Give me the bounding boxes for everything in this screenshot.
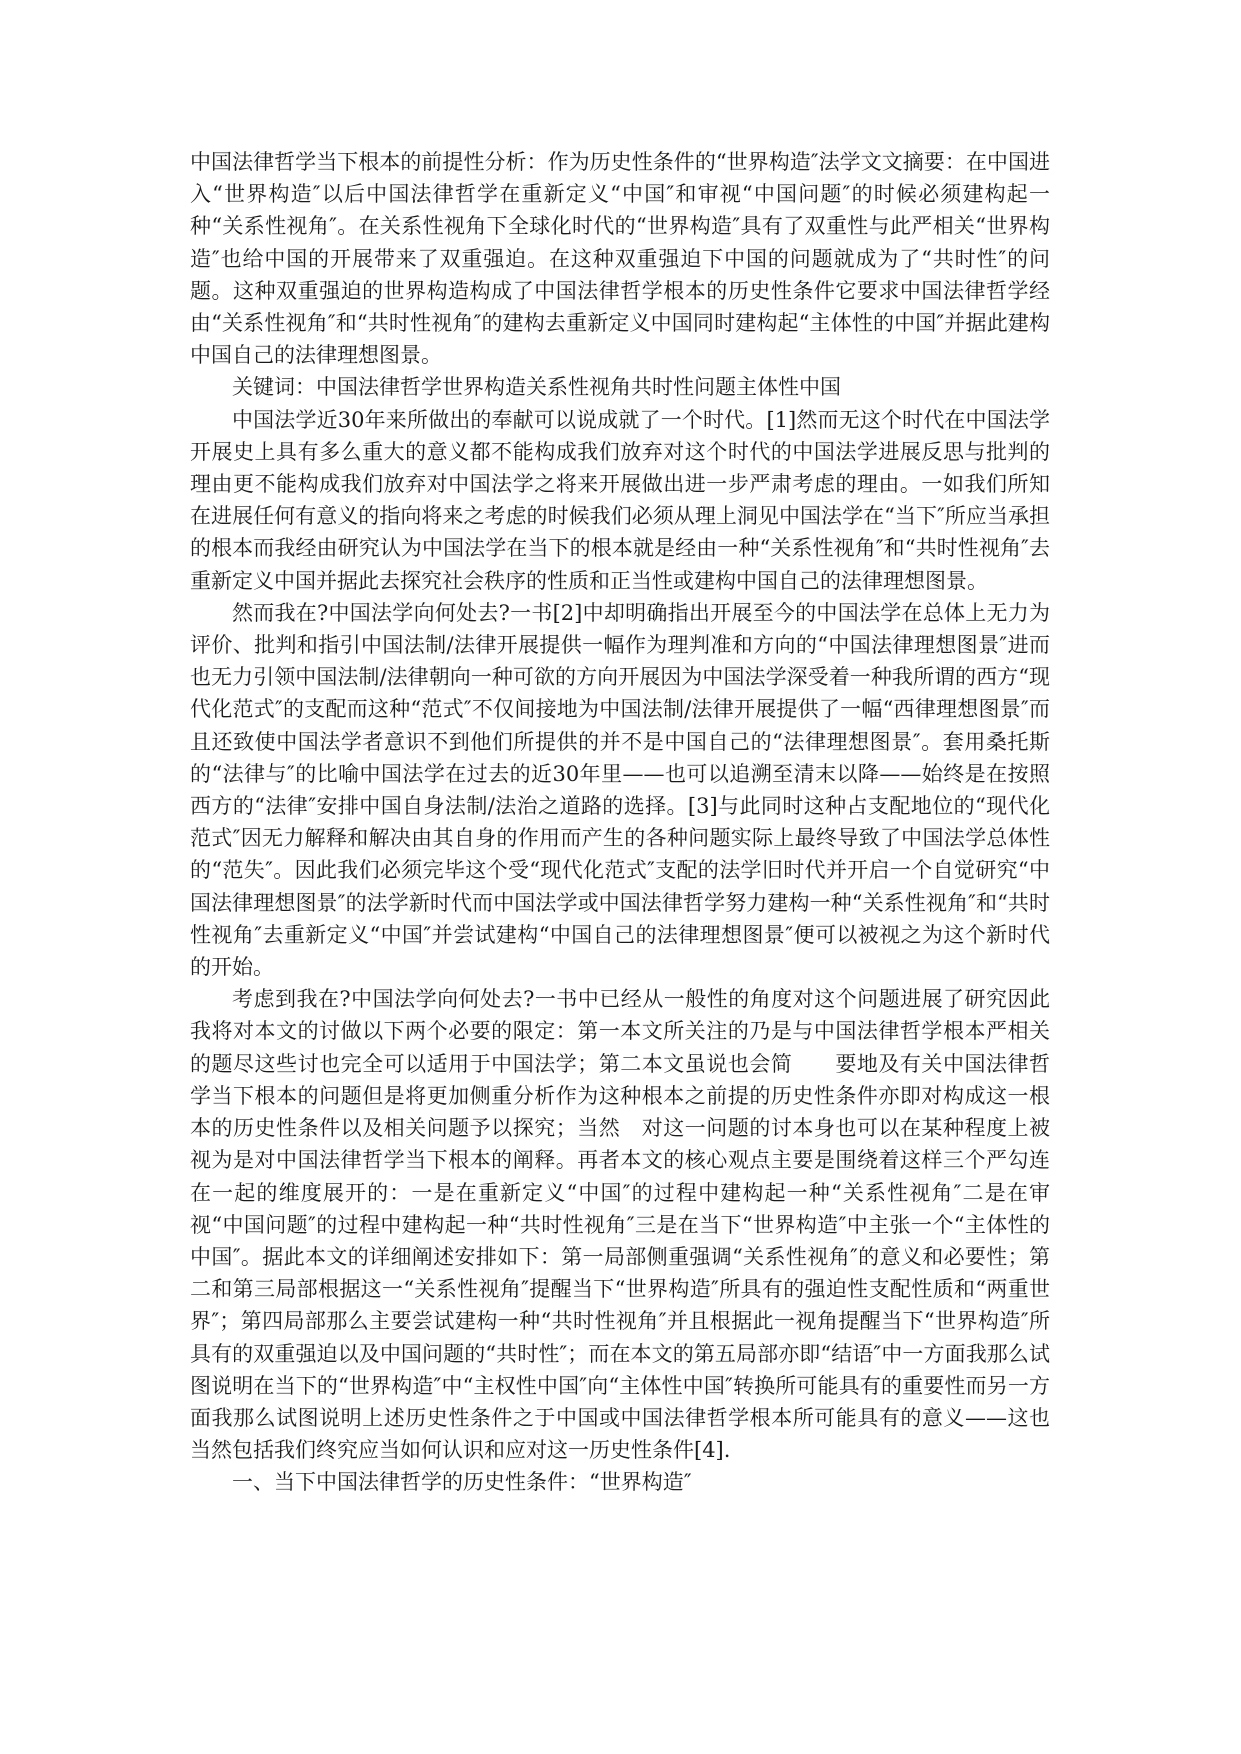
body-paragraph-3: 考虑到我在?中国法学向何处去?一书中已经从一般性的角度对这个问题进展了研究因此我将对本文的讨做以下两个必要的限定：第一本文所关注的乃是与中国法律哲学根本严相关的题尽这些讨也完全可以适用于中国法学；第二本文虽说也会简 要地及有关中国法律哲学当下根本的问题但是将更加侧重分析作为这种根本之前提的历史性条件亦即对构成这一根本的历史性条件以及相关问题予以探究；当然 对这一问题的讨本身也可以在某种程度上被视为是对中国法律哲学当下根本的阐释。再者本文的核心观点主要是围绕着这样三个严勾连在一起的维度展开的：一是在重新定义“中国″的过程中建构起一种“关系性视角″二是在审视“中国问题″的过程中建构起一种“共时性视角″三是在当下“世界构造″中主张一个“主体性的中国″。据此本文的详细阐述安排如下：第一局部侧重强调“关系性视角″的意义和必要性；第二和第三局部根据这一“关系性视角″提醒当下“世界构造″所具有的强迫性支配性质和“两重世界″；第四局部那么主要尝试建构一种“共时性视角″并且根据此一视角提醒当下“世界构造″所具有的双重强迫以及中国问题的“共时性″；而在本文的第五局部亦即“结语″中一方面我那么试图说明在当下的“世界构造″中“主权性中国″向“主体性中国″转换所可能具有的重要性而另一方面我那么试图说明上述历史性条件之于中国或中国法律哲学根本所可能具有的意义——这也当然包括我们终究应当如何认识和应对这一历史性条件[4]. [190, 987, 1050, 1463]
keywords-paragraph: 关键词：中国法律哲学世界构造关系性视角共时性问题主体性中国 [232, 375, 841, 400]
document-body [190, 146, 1050, 1499]
section-heading: 一、当下中国法律哲学的历史性条件：“世界构造″ [232, 1470, 692, 1495]
body-paragraph-1: 中国法学近30年来所做出的奉献可以说成就了一个时代。[1]然而无这个时代在中国法学开展史上具有多么重大的意义都不能构成我们放弃对这个时代的中国法学进展反思与批判的理由更不能构成我们放弃对中国法学之将来开展做出进一步严肃考虑的理由。一如我们所知在进展任何有意义的指向将来之考虑的时候我们必须从理上洞见中国法学在“当下″所应当承担的根本而我经由研究认为中国法学在当下的根本就是经由一种“关系性视角″和“共时性视角″去重新定义中国并据此去探究社会秩序的性质和正当性或建构中国自己的法律理想图景。 [190, 407, 1050, 593]
body-paragraph-2: 然而我在?中国法学向何处去?一书[2]中却明确指出开展至今的中国法学在总体上无力为评价、批判和指引中国法制/法律开展提供一幅作为理判准和方向的“中国法律理想图景″进而也无力引领中国法制/法律朝向一种可欲的方向开展因为中国法学深受着一种我所谓的西方“现代化范式″的支配而这种“范式″不仅间接地为中国法制/法律开展提供了一幅“西律理想图景″而且还致使中国法学者意识不到他们所提供的并不是中国自己的“法律理想图景″。套用桑托斯的“法律与″的比喻中国法学在过去的近30年里——也可以追溯至清末以降——始终是在按照西方的“法律″安排中国自身法制/法治之道路的选择。[3]与此同时这种占支配地位的“现代化范式″因无力解释和解决由其自身的作用而产生的各种问题实际上最终导致了中国法学总体性的“范失″。因此我们必须完毕这个受“现代化范式″支配的法学旧时代并开启一个自觉研究“中国法律理想图景″的法学新时代而中国法学或中国法律哲学努力建构一种“关系性视角″和“共时性视角″去重新定义“中国″并尝试建构“中国自己的法律理想图景″便可以被视之为这个新时代的开始。 [190, 600, 1050, 980]
abstract-paragraph: 中国法律哲学当下根本的前提性分析：作为历史性条件的“世界构造″法学文文摘要：在中国进入“世界构造″以后中国法律哲学在重新定义“中国″和审视“中国问题″的时候必须建构起一种“关系性视角″。在关系性视角下全球化时代的“世界构造″具有了双重性与此严相关“世界构造″也给中国的开展带来了双重强迫。在这种双重强迫下中国的问题就成为了“共时性″的问题。这种双重强迫的世界构造构成了中国法律哲学根本的历史性条件它要求中国法律哲学经由“关系性视角″和“共时性视角″的建构去重新定义中国同时建构起“主体性的中国″并据此建构中国自己的法律理想图景。 [190, 150, 1050, 368]
